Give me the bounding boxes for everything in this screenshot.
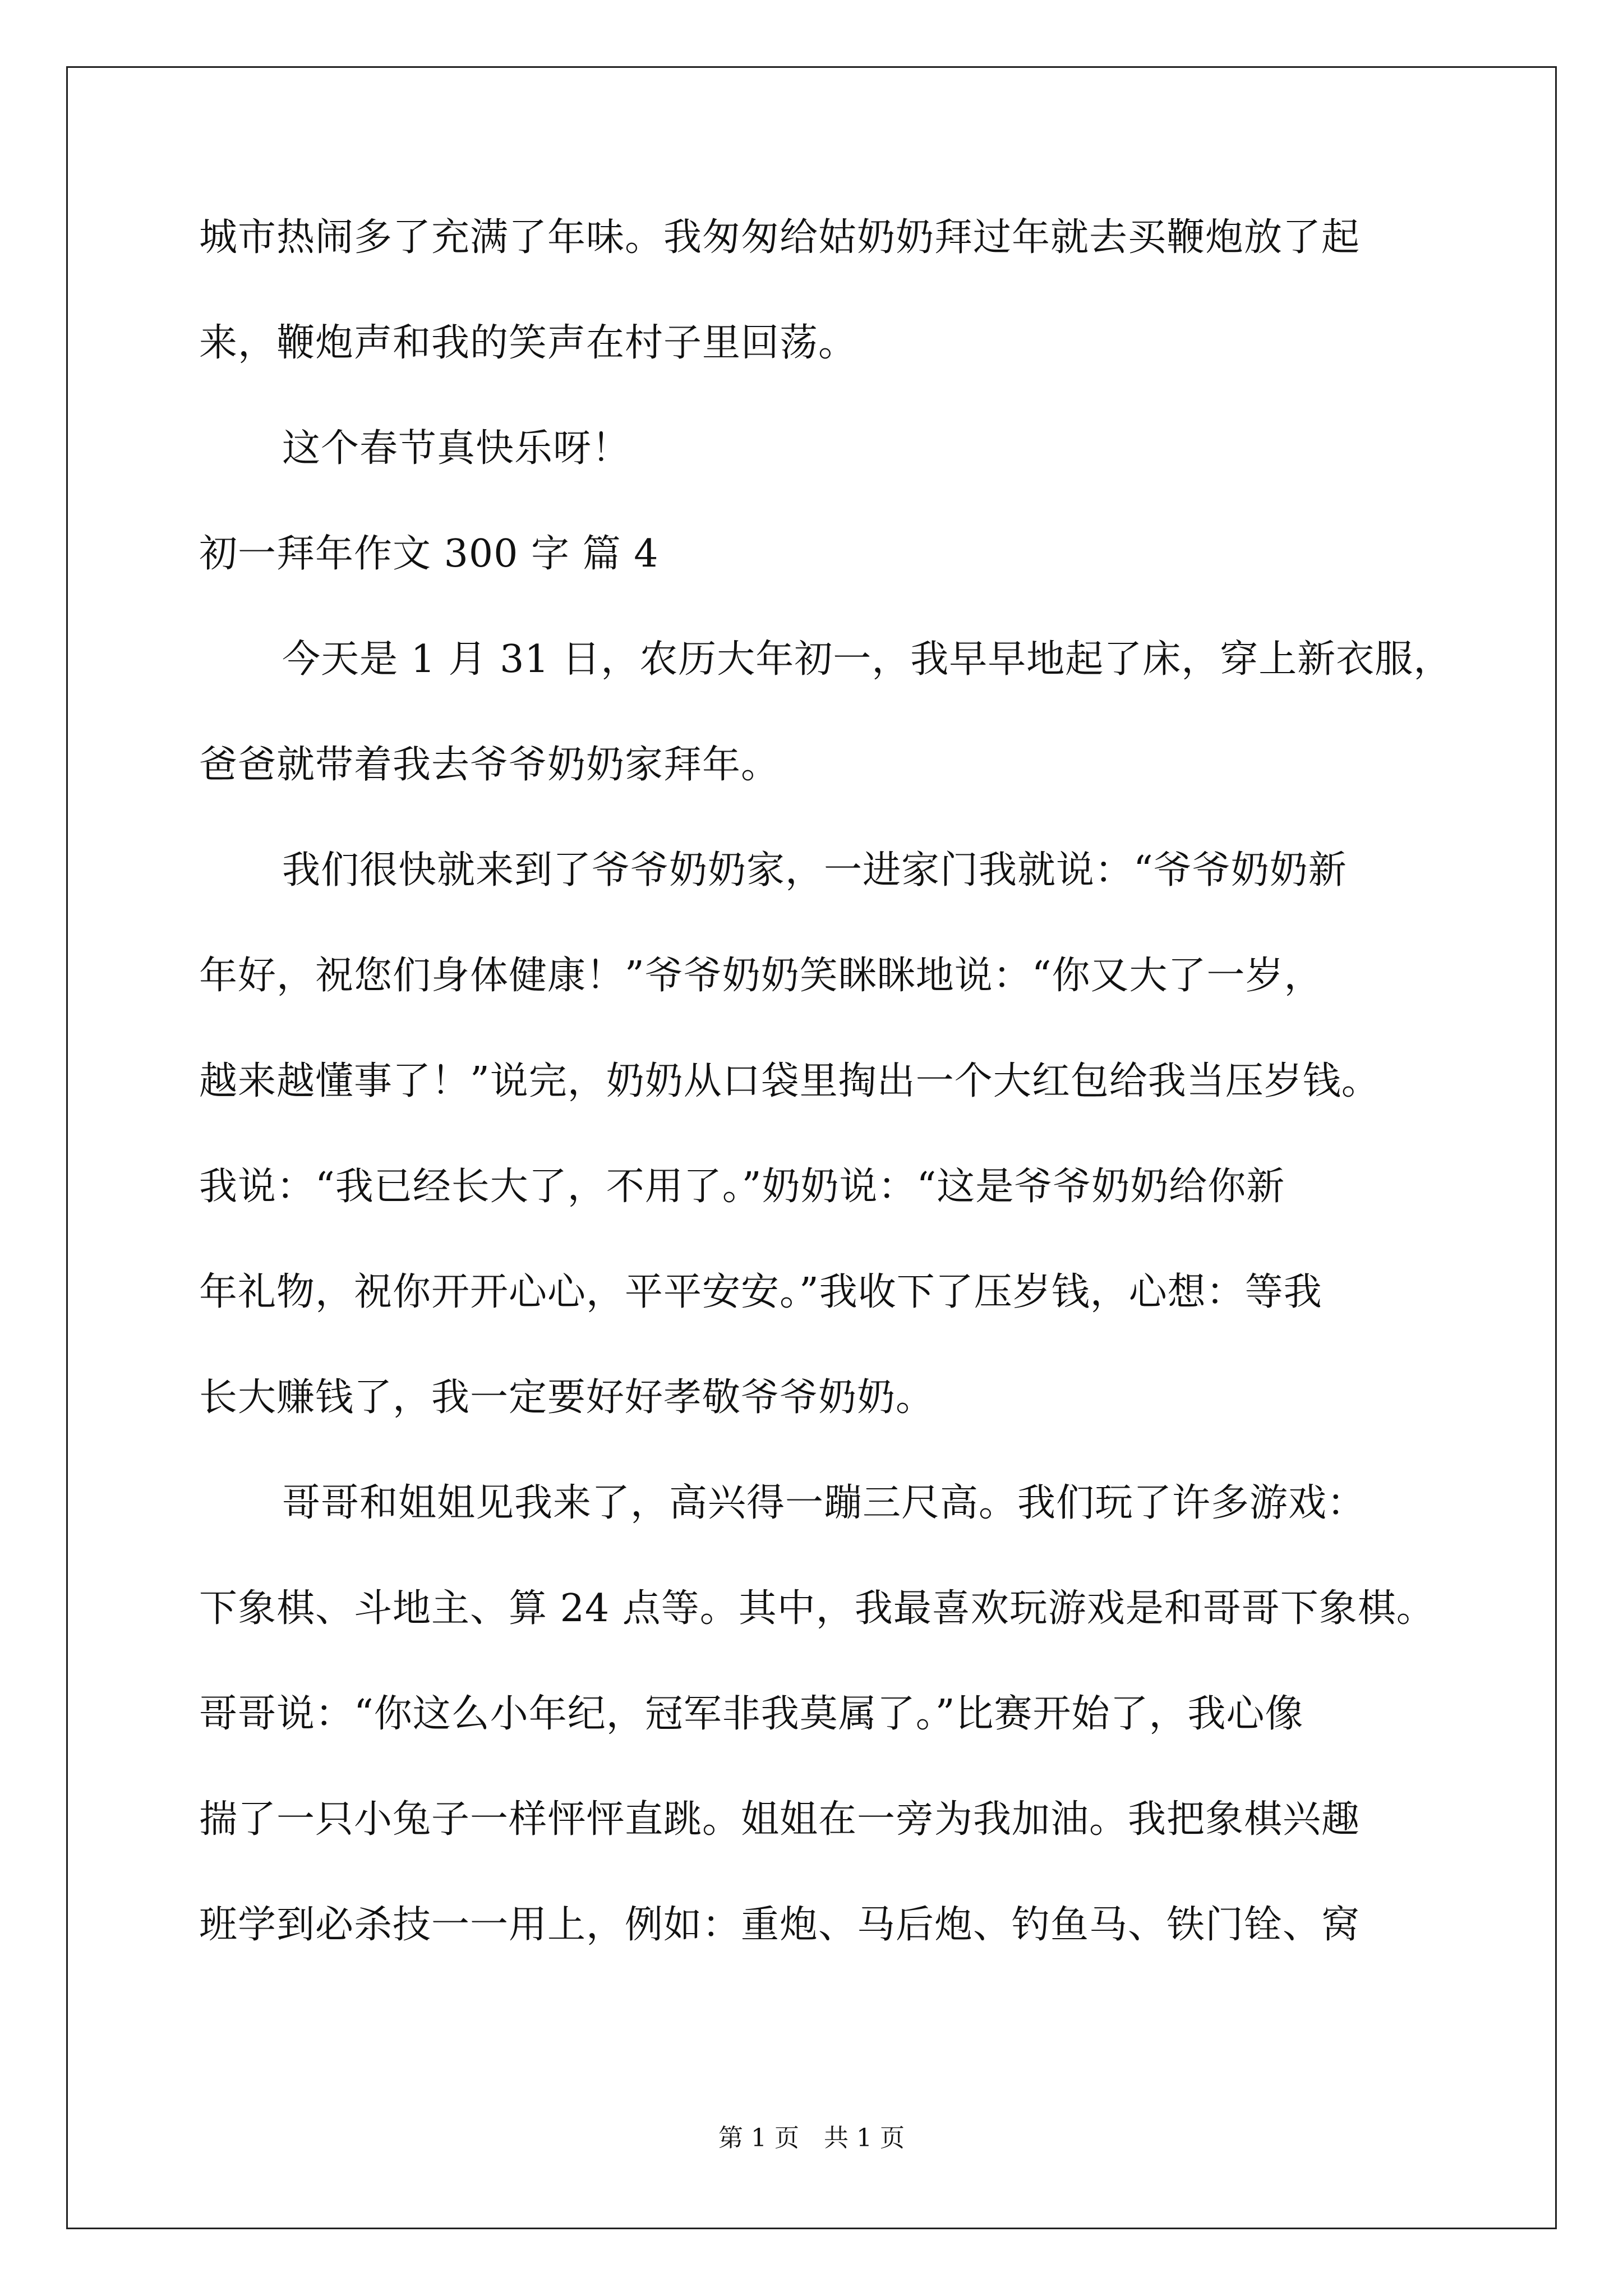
- section-heading: 初一拜年作文 300 字 篇 4: [199, 532, 659, 576]
- text-line: 揣了一只小兔子一样怦怦直跳。姐姐在一旁为我加油。我把象棋兴趣: [199, 1797, 1361, 1842]
- text-line: 哥哥说：“你这么小年纪，冠军非我莫属了。”比赛开始了，我心像: [199, 1692, 1304, 1736]
- text-line: 长大赚钱了，我一定要好好孝敬爷爷奶奶。: [199, 1375, 935, 1420]
- text-line: 年礼物，祝你开开心心，平平安安。”我收下了压岁钱，心想：等我: [199, 1270, 1322, 1314]
- text-line: 哥哥和姐姐见我来了，高兴得一蹦三尺高。我们玩了许多游戏：: [282, 1481, 1366, 1525]
- text-line: 我说：“我已经长大了，不用了。”奶奶说：“这是爷爷奶奶给你新: [199, 1165, 1285, 1209]
- text-line: 年好，祝您们身体健康！”爷爷奶奶笑眯眯地说：“你又大了一岁，: [199, 954, 1323, 998]
- text-line: 越来越懂事了！”说完，奶奶从口袋里掏出一个大红包给我当压岁钱。: [199, 1059, 1380, 1103]
- text-line: 这个春节真快乐呀！: [282, 426, 631, 471]
- page-footer: 第 1 页 共 1 页: [718, 2124, 905, 2152]
- text-line: 爸爸就带着我去爷爷奶奶家拜年。: [199, 743, 780, 787]
- text-line: 今天是 1 月 31 日，农历大年初一，我早早地起了床，穿上新衣服，: [282, 637, 1453, 682]
- text-line: 班学到必杀技一一用上，例如：重炮、马后炮、钓鱼马、铁门铨、窝: [199, 1903, 1361, 1947]
- document-body: [199, 215, 1453, 2012]
- text-line: 我们很快就来到了爷爷奶奶家，一进家门我就说：“爷爷奶奶新: [282, 848, 1347, 892]
- text-line: 来，鞭炮声和我的笑声在村子里回荡。: [199, 321, 857, 365]
- text-line: 下象棋、斗地主、算 24 点等。其中，我最喜欢玩游戏是和哥哥下象棋。: [199, 1586, 1435, 1631]
- text-line: 城市热闹多了充满了年味。我匆匆给姑奶奶拜过年就去买鞭炮放了起: [199, 215, 1361, 260]
